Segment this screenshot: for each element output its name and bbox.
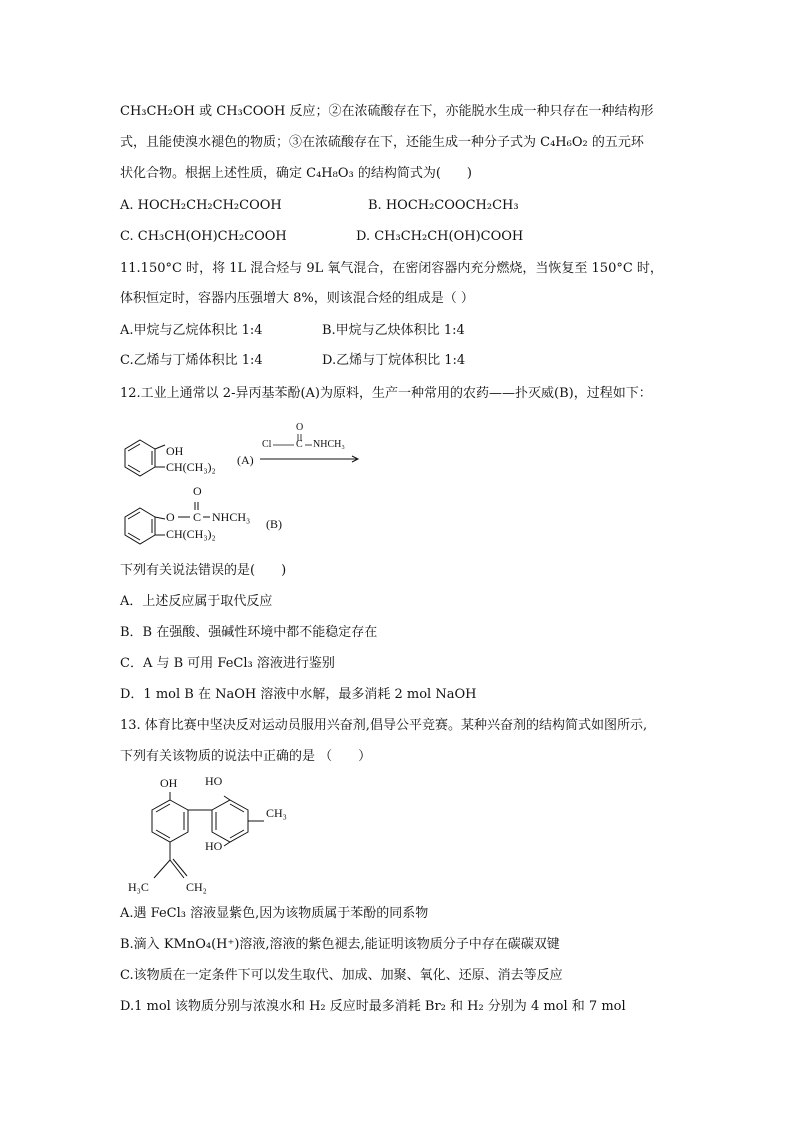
q11-option-d: D.乙烯与丁烷体积比 1:4 <box>322 353 466 368</box>
q13-ho-bottom-right: HO <box>205 839 223 853</box>
reactant-a-isopropyl-label: CH(CH₃)₂ <box>166 460 216 474</box>
q13-stem-line-2: 下列有关该物质的说法中正确的是 （ ） <box>120 749 372 764</box>
product-b-isopropyl: CH(CH₃)₂ <box>166 527 216 541</box>
q12-option-b: B．B 在强酸、强碱性环境中都不能稳定存在 <box>120 625 378 640</box>
reagent-bonds <box>260 432 360 462</box>
q11-stem-line-1: 11.150°C 时，将 1L 混合烃与 9L 氧气混合，在密闭容器内充分燃烧，当恢复至 150°C 时， <box>120 261 663 276</box>
q10-option-b: B. HOCH₂COOCH₂CH₃ <box>368 198 519 213</box>
q13-stem-line-1: 13. 体育比赛中坚决反对运动员服用兴奋剂,倡导公平竞赛。某种兴奋剂的结构简式如图所示, <box>120 718 648 733</box>
reagent-c: C <box>296 439 303 450</box>
reactant-a-oh-label: OH <box>166 444 184 458</box>
q12-question: 下列有关说法错误的是( ) <box>120 563 287 578</box>
q13-option-b: B.滴入 KMnO₄(H⁺)溶液,溶液的紫色褪去,能证明该物质分子中存在碳碳双键 <box>120 937 560 952</box>
product-b-carbonyl-c: C <box>193 510 202 524</box>
reactant-a-label: (A) <box>237 453 254 467</box>
q11-option-c: C.乙烯与丁烯体积比 1:4 <box>120 353 263 368</box>
q10-stem-line-2: 式，且能使溴水褪色的物质；③在浓硫酸存在下，还能生成一种分子式为 C₄H₆O₂ 的五元环 <box>120 135 644 150</box>
q10-stem-line-3: 状化合物。根据上述性质，确定 C₄H₈O₃ 的结构简式为( ) <box>120 166 472 181</box>
reagent-nhch3: NHCH₃ <box>313 439 345 450</box>
q11-option-b: B.甲烷与乙炔体积比 1:4 <box>322 323 465 338</box>
q13-ho-top-right: HO <box>205 774 223 788</box>
q13-option-d: D.1 mol 该物质分别与浓溴水和 H₂ 反应时最多消耗 Br₂ 和 H₂ 分别为 4 mol 和 7 mol <box>120 999 626 1014</box>
q10-option-d: D. CH₃CH₂CH(OH)COOH <box>356 229 524 244</box>
q13-ch2-label: CH₂ <box>186 880 207 894</box>
q13-h3c-label: H₃C <box>128 880 149 894</box>
q13-ch3-right: CH₃ <box>266 806 287 820</box>
product-b-label: (B) <box>266 517 282 531</box>
q12-option-d: D．1 mol B 在 NaOH 溶液中水解，最多消耗 2 mol NaOH <box>120 687 477 702</box>
q13-option-c: C.该物质在一定条件下可以发生取代、加成、加聚、氧化、还原、消去等反应 <box>120 968 563 983</box>
q10-option-c: C. CH₃CH(OH)CH₂COOH <box>120 229 287 244</box>
q12-option-a: A．上述反应属于取代反应 <box>120 594 273 609</box>
q12-stem: 12.工业上通常以 2-异丙基苯酚(A)为原料，生产一种常用的农药——扑灭威(B)，过程如下： <box>120 386 652 401</box>
product-b-carbonyl-o: O <box>193 484 202 498</box>
reagent-carbonyl-o: O <box>296 422 304 433</box>
product-b-nhch3: NHCH₃ <box>212 510 251 524</box>
q11-option-a: A.甲烷与乙烷体积比 1:4 <box>120 323 263 338</box>
reagent-cl: Cl <box>262 439 272 450</box>
product-b-ether-o: O <box>166 510 175 524</box>
q11-stem-line-2: 体积恒定时，容器内压强增大 8%，则该混合烃的组成是（ ） <box>120 291 474 306</box>
q13-oh-top-left: OH <box>160 776 178 790</box>
q13-molecule-structure <box>128 790 328 900</box>
q12-option-c: C．A 与 B 可用 FeCl₃ 溶液进行鉴别 <box>120 656 335 671</box>
q13-option-a: A.遇 FeCl₃ 溶液显紫色,因为该物质属于苯酚的同系物 <box>120 906 429 921</box>
q10-stem-line-1: CH₃CH₂OH 或 CH₃COOH 反应；②在浓硫酸存在下，亦能脱水生成一种只存在一种结构形 <box>120 104 654 119</box>
q10-option-a: A. HOCH₂CH₂CH₂COOH <box>120 198 282 213</box>
